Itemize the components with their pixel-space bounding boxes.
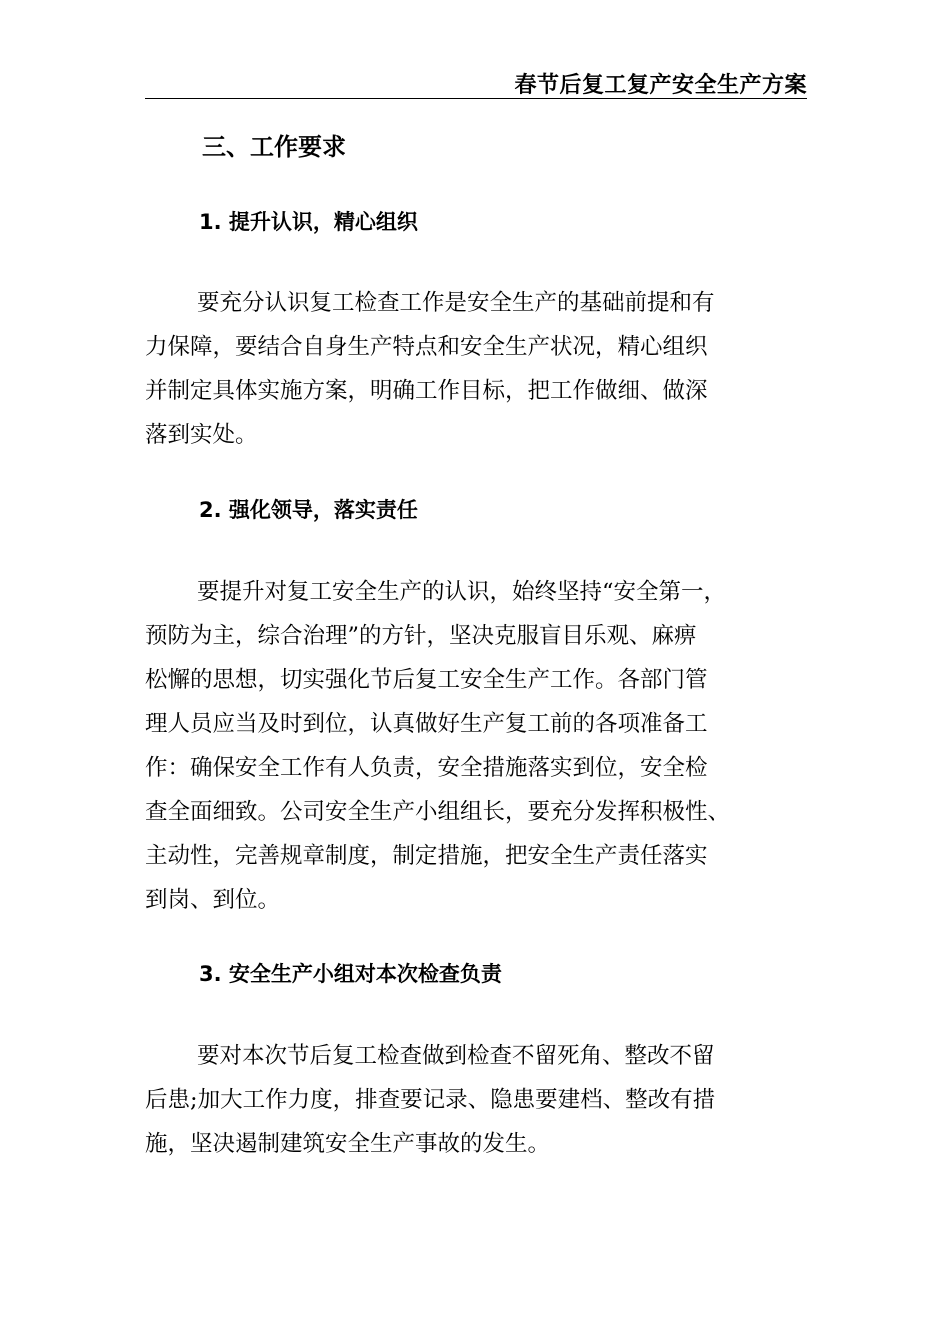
paragraph-line: 预防为主，综合治理”的方针，坚决克服盲目乐观、麻痹	[145, 623, 697, 649]
item-paragraph-2	[145, 570, 805, 922]
item-heading-2: 2. 强化领导，落实责任	[199, 498, 418, 522]
section-title: 三、工作要求	[202, 133, 346, 161]
item-heading-1: 1. 提升认识，精心组织	[199, 210, 418, 234]
page-header	[145, 66, 807, 100]
paragraph-line: 作：确保安全工作有人负责，安全措施落实到位，安全检	[145, 755, 708, 781]
header-title: 春节后复工复产安全生产方案	[514, 73, 807, 98]
paragraph-line: 施，坚决遏制建筑安全生产事故的发生。	[145, 1131, 551, 1157]
paragraph-line: 主动性，完善规章制度，制定措施，把安全生产责任落实	[145, 843, 708, 869]
paragraph-line: 力保障，要结合自身生产特点和安全生产状况，精心组织	[145, 334, 708, 360]
paragraph-line: 并制定具体实施方案，明确工作目标，把工作做细、做深	[145, 378, 708, 404]
item-heading-3: 3. 安全生产小组对本次检查负责	[199, 962, 502, 986]
item-paragraph-3	[145, 1034, 805, 1166]
paragraph-line: 理人员应当及时到位，认真做好生产复工前的各项准备工	[145, 711, 708, 737]
paragraph-line: 落到实处。	[145, 422, 258, 448]
item-paragraph-1	[145, 281, 805, 457]
paragraph-line: 松懈的思想，切实强化节后复工安全生产工作。各部门管	[145, 667, 708, 693]
paragraph-line: 要提升对复工安全生产的认识，始终坚持“安全第一，	[197, 579, 727, 605]
paragraph-line: 要充分认识复工检查工作是安全生产的基础前提和有	[197, 290, 715, 316]
paragraph-line: 后患;加大工作力度，排查要记录、隐患要建档、整改有措	[145, 1087, 716, 1113]
paragraph-line: 查全面细致。公司安全生产小组组长，要充分发挥积极性、	[145, 799, 731, 825]
paragraph-line: 到岗、到位。	[145, 887, 281, 913]
header-rule	[145, 98, 807, 99]
paragraph-line: 要对本次节后复工检查做到检查不留死角、整改不留	[197, 1043, 715, 1069]
